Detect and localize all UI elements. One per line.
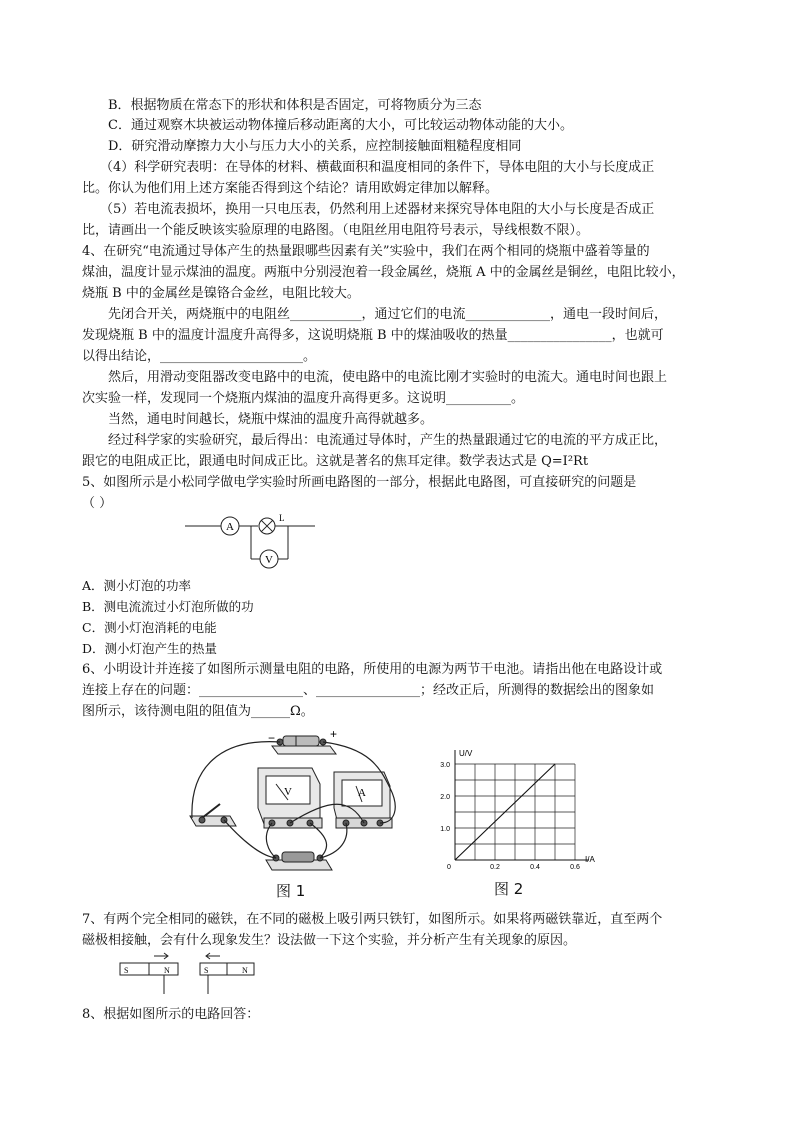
- y-tick-2.0: 2.0: [440, 794, 450, 801]
- magnet2-s: S: [204, 966, 209, 975]
- ammeter-label: A: [226, 521, 234, 533]
- x-tick-0.4: 0.4: [530, 864, 540, 871]
- q4-line8: 次实验一样，发现同一个烧瓶内煤油的温度升高得更多。这说明__________。: [82, 391, 525, 406]
- q6-figure1-apparatus: [180, 728, 405, 880]
- q4-line4: 先闭合开关，两烧瓶中的电阻丝___________，通过它们的电流_____________，通电一段时间后，: [108, 307, 668, 322]
- q8-line1: 8、根据如图所示的电路回答：: [82, 1007, 260, 1022]
- q3-part4-line2: 比。你认为他们用上述方案能否得到这个结论？请用欧姆定律加以解释。: [82, 181, 499, 196]
- resistor: [282, 852, 314, 862]
- fig1-ammeter-label: A: [358, 787, 366, 799]
- q4-line9: 当然，通电时间越长，烧瓶中煤油的温度升高得就越多。: [108, 412, 434, 427]
- x-axis-label: I/A: [585, 855, 595, 864]
- q4-line2: 煤油，温度计显示煤油的温度。两瓶中分别浸泡着一段金属丝，烧瓶 A 中的金属丝是铜丝，电阻比较小，: [82, 265, 685, 280]
- q4-line1: 4、在研究“电流通过导体产生的热量跟哪些因素有关”实验中，我们在两个相同的烧瓶中盛着等量的: [82, 244, 650, 259]
- q6-line1: 6、小明设计并连接了如图所示测量电阻的电路，所使用的电源为两节干电池。请指出他在电路设计或: [82, 662, 663, 677]
- q3-part4-line1: （4）科学研究表明：在导体的材料、横截面积和温度相同的条件下，导体电阻的大小与长度成正: [100, 160, 655, 175]
- x-tick-0.6: 0.6: [570, 864, 580, 871]
- q3-option-b: B．根据物质在常态下的形状和体积是否固定，可将物质分为三态: [108, 98, 482, 113]
- figure2-caption: 图 2: [494, 880, 524, 898]
- fig1-voltmeter-label: V: [284, 786, 292, 798]
- chart-grid: [455, 764, 575, 860]
- q6-line3: 图所示，该待测电阻的阻值为______Ω。: [82, 704, 314, 719]
- minus-terminal-label: −: [268, 731, 276, 745]
- q7-magnets-figure: [118, 950, 258, 1000]
- q4-line5: 发现烧瓶 B 中的温度计温度升高得多，这说明烧瓶 B 中的煤油吸收的热量________________，也就可: [82, 328, 664, 343]
- q4-line10: 经过科学家的实验研究，最后得出：电流通过导体时，产生的热量跟通过它的电流的平方成正比，: [108, 433, 668, 448]
- q4-line6: 以得出结论，______________________。: [82, 349, 317, 364]
- plus-terminal-label: +: [330, 728, 338, 741]
- switch-board: [190, 816, 236, 826]
- q3-option-d: D．研究滑动摩擦力大小与压力大小的关系，应控制接触面粗糙程度相同: [108, 139, 522, 154]
- q4-line3: 烧瓶 B 中的金属丝是镍铬合金丝，电阻比较大。: [82, 286, 360, 301]
- q5-option-c: C．测小灯泡消耗的电能: [82, 620, 217, 635]
- y-tick-1.0: 1.0: [440, 826, 450, 833]
- battery-board: [272, 746, 336, 754]
- q5-option-d: D．测小灯泡产生的热量: [82, 641, 218, 656]
- x-tick-0.2: 0.2: [490, 864, 500, 871]
- y-tick-3.0: 3.0: [440, 762, 450, 769]
- q5-option-b: B．测电流流过小灯泡所做的功: [82, 599, 254, 614]
- q6-figure2-chart: [430, 740, 600, 875]
- q7-line1: 7、有两个完全相同的磁铁，在不同的磁极上吸引两只铁钉，如图所示。如果将两磁铁靠近，直至两个: [82, 912, 663, 927]
- battery: [283, 736, 319, 746]
- q3-option-c: C．通过观察木块被运动物体撞后移动距离的大小，可比较运动物体动能的大小。: [108, 118, 573, 133]
- magnet1-n: N: [164, 966, 170, 975]
- q6-line2: 连接上存在的问题：________________、________________；经改正后，所测得的数据绘出的图象如: [82, 683, 655, 698]
- q5-option-a: A．测小灯泡的功率: [82, 578, 192, 593]
- q5-circuit-figure: [185, 513, 325, 573]
- q3-part5-line1: （5）若电流表损坏，换用一只电压表，仍然利用上述器材来探究导体电阻的大小与长度是否成正: [100, 202, 655, 217]
- q7-line2: 磁极相接触，会有什么现象发生？设法做一下这个实验，并分析产生有关现象的原因。: [82, 933, 577, 948]
- magnet2-n: N: [242, 966, 248, 975]
- q4-line11: 跟它的电阻成正比，跟通电时间成正比。这就是著名的焦耳定律。数学表达式是 Q=I²Rt: [82, 454, 589, 469]
- magnet1-s: S: [124, 966, 129, 975]
- origin-label: 0: [447, 864, 451, 871]
- q3-part5-line2: 比，请画出一个能反映该实验原理的电路图。（电阻丝用电阻符号表示，导线根数不限）。: [82, 223, 590, 238]
- q5-line2: （ ）: [82, 496, 113, 511]
- figure1-caption: 图 1: [276, 882, 306, 900]
- q5-line1: 5、如图所示是小松同学做电学实验时所画电路图的一部分，根据此电路图，可直接研究的问题是: [82, 475, 637, 490]
- lamp-label: L: [279, 513, 285, 523]
- voltmeter-label: V: [265, 554, 273, 566]
- q4-line7: 然后，用滑动变阻器改变电路中的电流，使电路中的电流比刚才实验时的电流大。通电时间也跟上: [108, 370, 668, 385]
- y-axis-label: U/V: [459, 749, 473, 758]
